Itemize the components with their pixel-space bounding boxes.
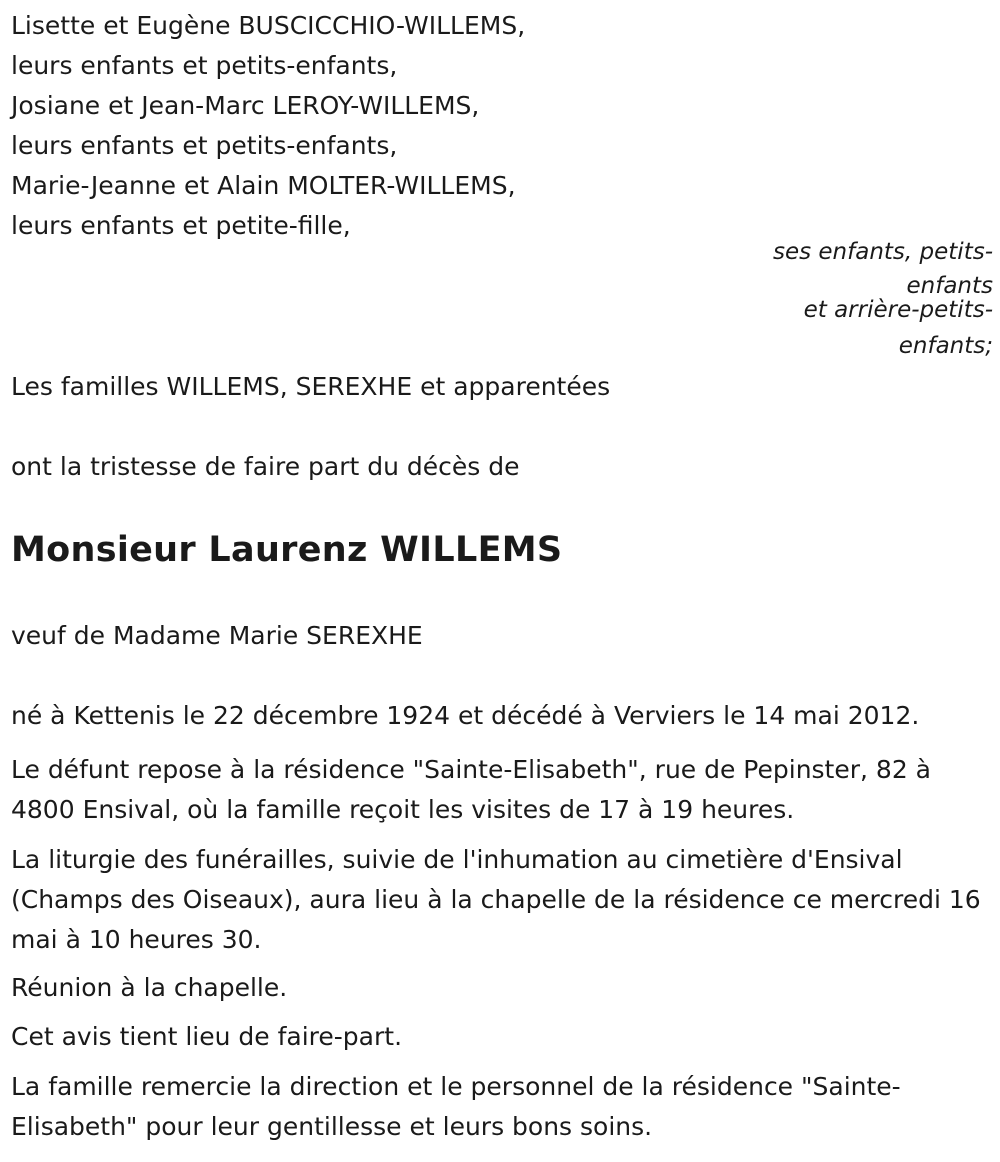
- family-line: Josiane et Jean-Marc LEROY-WILLEMS,: [11, 91, 480, 120]
- family-line: Lisette et Eugène BUSCICCHIO-WILLEMS,: [11, 11, 526, 40]
- signature-line: et arrière-petits-: [803, 297, 993, 323]
- thanks-paragraph: La famille remercie la direction et le personnel de la résidence "Sainte-Elisabeth" pour leur gentillesse et leurs bons soins.: [11, 1072, 901, 1141]
- relatives-line: Les familles WILLEMS, SEREXHE et apparentées: [11, 372, 611, 401]
- meeting-paragraph: Réunion à la chapelle.: [11, 973, 288, 1002]
- rest-location-paragraph: Le défunt repose à la résidence "Sainte-Elisabeth", rue de Pepinster, 82 à 4800 Ensival, où la famille reçoit les visites de 17 à 19 heures.: [11, 755, 931, 824]
- signature-line: enfants;: [898, 333, 993, 359]
- family-line: Marie-Jeanne et Alain MOLTER-WILLEMS,: [11, 171, 516, 200]
- signature-line: ses enfants, petits-: [772, 239, 993, 265]
- notice-paragraph: Cet avis tient lieu de faire-part.: [11, 1022, 403, 1051]
- birth-death-line: né à Kettenis le 22 décembre 1924 et décédé à Verviers le 14 mai 2012.: [11, 701, 920, 730]
- widower-line: veuf de Madame Marie SEREXHE: [11, 621, 423, 650]
- family-signature: [753, 236, 993, 362]
- family-list: [11, 0, 993, 246]
- family-line: leurs enfants et petits-enfants,: [11, 131, 398, 160]
- deceased-name: Monsieur Laurenz WILLEMS: [11, 530, 563, 570]
- family-line: leurs enfants et petits-enfants,: [11, 51, 398, 80]
- announcement-line: ont la tristesse de faire part du décès de: [11, 452, 520, 481]
- funeral-paragraph: La liturgie des funérailles, suivie de l'inhumation au cimetière d'Ensival (Champs des Oiseaux), aura lieu à la chapelle de la résidence ce mercredi 16 mai à 10 heures 30.: [11, 845, 981, 954]
- family-line: leurs enfants et petite-fille,: [11, 211, 351, 240]
- signature-line: enfants: [906, 273, 993, 299]
